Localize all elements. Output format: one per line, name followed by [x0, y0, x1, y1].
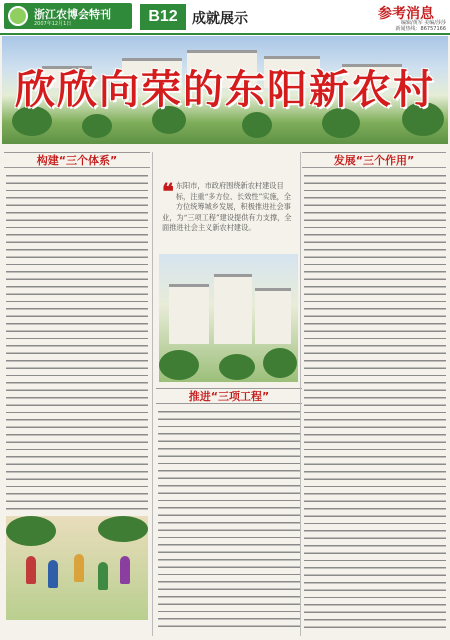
left-column-body: [6, 172, 148, 512]
left-column-heading: 构建“三个体系”: [4, 152, 150, 168]
page-headline: 欣欣向荣的东阳新农村: [15, 67, 435, 113]
pull-quote-text: 东阳市，市政府围绕新农村建设目标，注重“多方位、长效性”实施，全方位统筹城乡发展，积极推进社会事业，为“三项工程”建设提供有力支撑，全面推进社会主义新农村建设。: [162, 181, 292, 232]
editor-line: 编辑/黄军 美编/莎莎: [401, 20, 446, 26]
pull-quote: [162, 181, 296, 241]
right-column-heading: 发展“三个作用”: [302, 152, 446, 168]
middle-column-heading: 推进“三项工程”: [156, 388, 302, 404]
column-divider: [152, 152, 153, 636]
expo-logo-icon: [8, 6, 28, 26]
right-column-body: [304, 172, 446, 632]
newspaper-masthead: 参考消息: [378, 6, 434, 22]
villagers-activity-photo: [6, 516, 148, 620]
hotline-line: 新闻热线：86757166: [395, 26, 446, 32]
column-divider: [300, 152, 301, 636]
page-header: [0, 0, 450, 36]
issue-date: 2007年12月1日: [34, 21, 72, 27]
quote-mark-icon: ❝: [162, 179, 174, 205]
page-number: B12: [140, 4, 186, 30]
village-buildings-photo: [159, 254, 298, 382]
header-rule: [0, 33, 450, 35]
section-title: 成就展示: [192, 11, 248, 27]
editor-info: [380, 20, 446, 32]
supplement-title: 浙江农博会特刊: [34, 8, 111, 21]
middle-column-body: [158, 408, 300, 632]
